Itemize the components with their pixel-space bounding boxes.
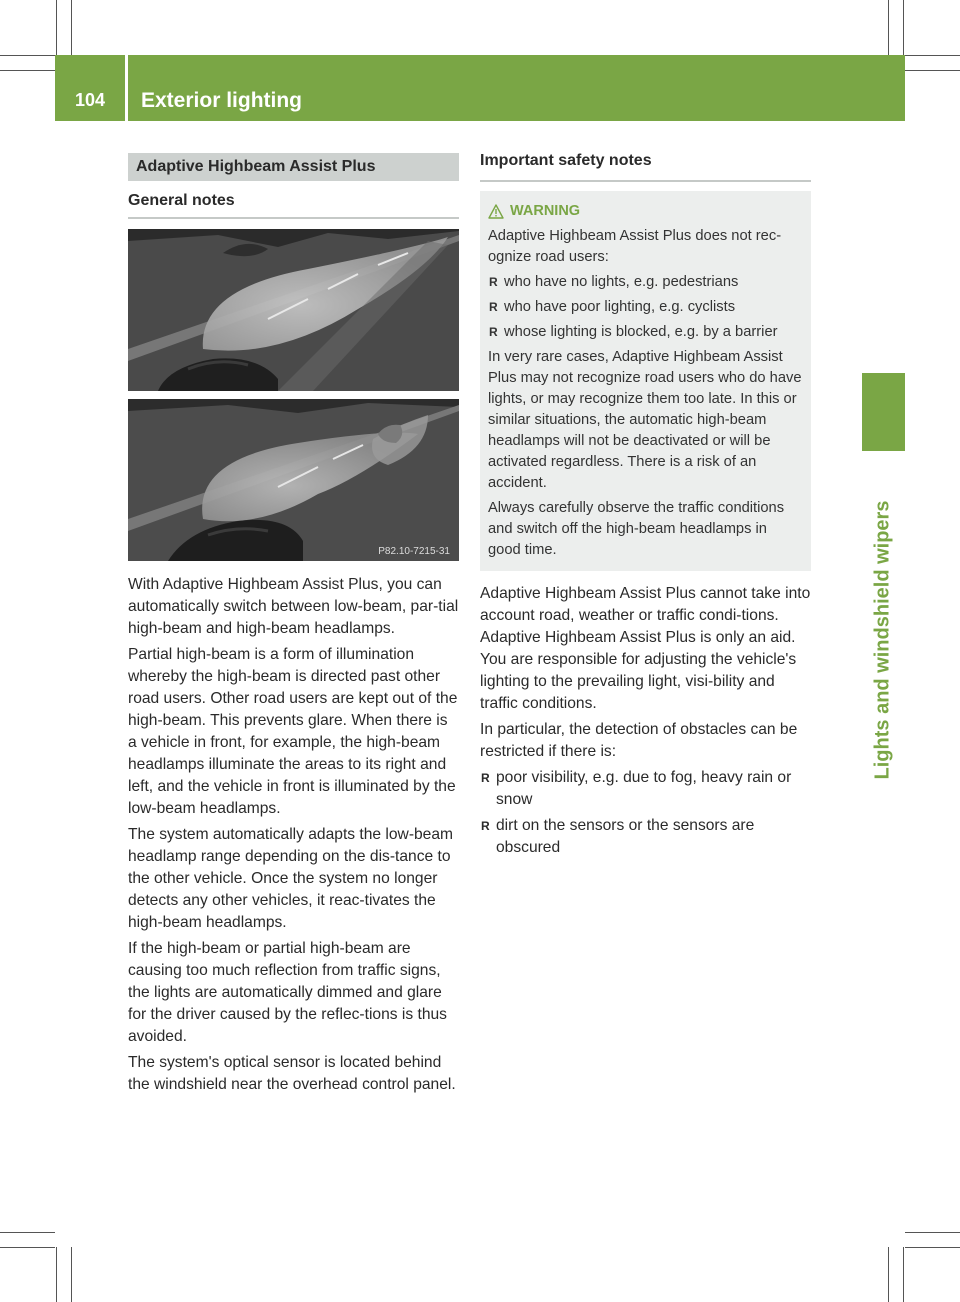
paragraph: The system's optical sensor is located behind the windshield near the overhead control panel. <box>128 1054 456 1093</box>
crop-mark <box>888 0 889 55</box>
paragraph: If the high-beam or partial high-beam are causing too much reflection from traffic signs, the lights are automatically dimmed and glare for the driver caused by the reflec-tions is thus avoided. <box>128 940 447 1045</box>
crop-mark <box>56 0 57 55</box>
paragraph: Partial high-beam is a form of illumination whereby the high-beam is directed past other road users. Other road users are kept out of the high-beam. This prevents glare. When there is a vehicle in front, for example, the high-beam headlamps illuminate the areas to its right and left, and the vehicle in front is illuminated by the low-beam headlamps. <box>128 646 458 817</box>
warning-title: WARNING <box>510 203 581 219</box>
list-item <box>488 272 803 293</box>
page-number: 104 <box>74 90 106 110</box>
warning-bullet-list <box>488 272 803 343</box>
warning-box <box>480 191 811 571</box>
highbeam-illustration <box>128 229 459 561</box>
crop-mark <box>905 1232 960 1233</box>
paragraph: The system automatically adapts the low-beam headlamp range depending on the dis-tance to the other vehicle. Once the system no longer detects any other vehicles, it reac-tivates the high-beam headlamps. <box>128 826 454 931</box>
list-item-text: poor visibility, e.g. due to fog, heavy rain or snow <box>496 769 792 808</box>
chapter-tab <box>862 373 905 451</box>
paragraph: In particular, the detection of obstacles can be restricted if there is: <box>480 721 798 760</box>
crop-mark <box>71 0 72 55</box>
crop-mark <box>905 70 960 71</box>
image-code: P82.10-7215-31 <box>378 546 450 557</box>
crop-mark <box>56 1247 57 1302</box>
page-header <box>55 55 905 121</box>
chapter-label: Lights and windshield wipers <box>871 500 894 780</box>
bullet-list <box>480 767 811 859</box>
crop-mark <box>71 1247 72 1302</box>
paragraph: With Adaptive Highbeam Assist Plus, you can automatically switch between low-beam, par-tial high-beam and high-beam headlamps. <box>128 576 459 637</box>
right-column <box>480 152 811 863</box>
crop-mark <box>905 55 960 56</box>
section-title: Exterior lighting <box>141 89 303 112</box>
left-column <box>128 153 459 1100</box>
list-item-text: dirt on the sensors or the sensors are obscured <box>496 817 755 856</box>
list-item <box>488 322 803 343</box>
crop-mark <box>905 1247 960 1248</box>
list-item <box>480 815 811 859</box>
bullet-marker: R <box>489 325 498 339</box>
bullet-marker: R <box>481 819 490 833</box>
warning-paragraph: Always carefully observe the traffic conditions and switch off the high-beam headlamps in good time. <box>488 500 785 558</box>
header-divider <box>125 55 128 121</box>
list-item <box>480 767 811 811</box>
crop-mark <box>0 1247 55 1248</box>
bullet-marker: R <box>489 300 498 314</box>
section-heading: Adaptive Highbeam Assist Plus <box>128 153 459 181</box>
warning-paragraph: In very rare cases, Adaptive Highbeam Assist Plus may not recognize road users who do have lights, or may recognize them too late. In this or similar situations, the automatic high-beam headlamps will not be deactivated or will be activated regardless. There is a risk of an accident. <box>488 349 802 491</box>
body-text <box>128 574 459 1096</box>
list-item <box>488 297 803 318</box>
crop-mark <box>0 1232 55 1233</box>
list-item-text: whose lighting is blocked, e.g. by a barrier <box>504 324 778 340</box>
bullet-marker: R <box>489 275 498 289</box>
crop-mark <box>0 55 55 56</box>
body-text <box>480 583 811 859</box>
subsection-heading: General notes <box>128 192 459 219</box>
paragraph: Adaptive Highbeam Assist Plus cannot take into account road, weather or traffic condi-tions. Adaptive Highbeam Assist Plus is only an aid. You are responsible for adjusting the vehicle's lighting to the prevailing light, visi-bility and traffic conditions. <box>480 585 811 712</box>
warning-title-row <box>488 201 803 222</box>
crop-mark <box>0 70 55 71</box>
section-heading: Important safety notes <box>480 152 811 182</box>
list-item-text: who have no lights, e.g. pedestrians <box>504 274 739 290</box>
warning-intro: Adaptive Highbeam Assist Plus does not rec-ognize road users: <box>488 228 782 265</box>
crop-mark <box>903 1247 904 1302</box>
bullet-marker: R <box>481 771 490 785</box>
crop-mark <box>903 0 904 55</box>
list-item-text: who have poor lighting, e.g. cyclists <box>504 299 736 315</box>
crop-mark <box>888 1247 889 1302</box>
warning-triangle-icon <box>488 204 504 219</box>
